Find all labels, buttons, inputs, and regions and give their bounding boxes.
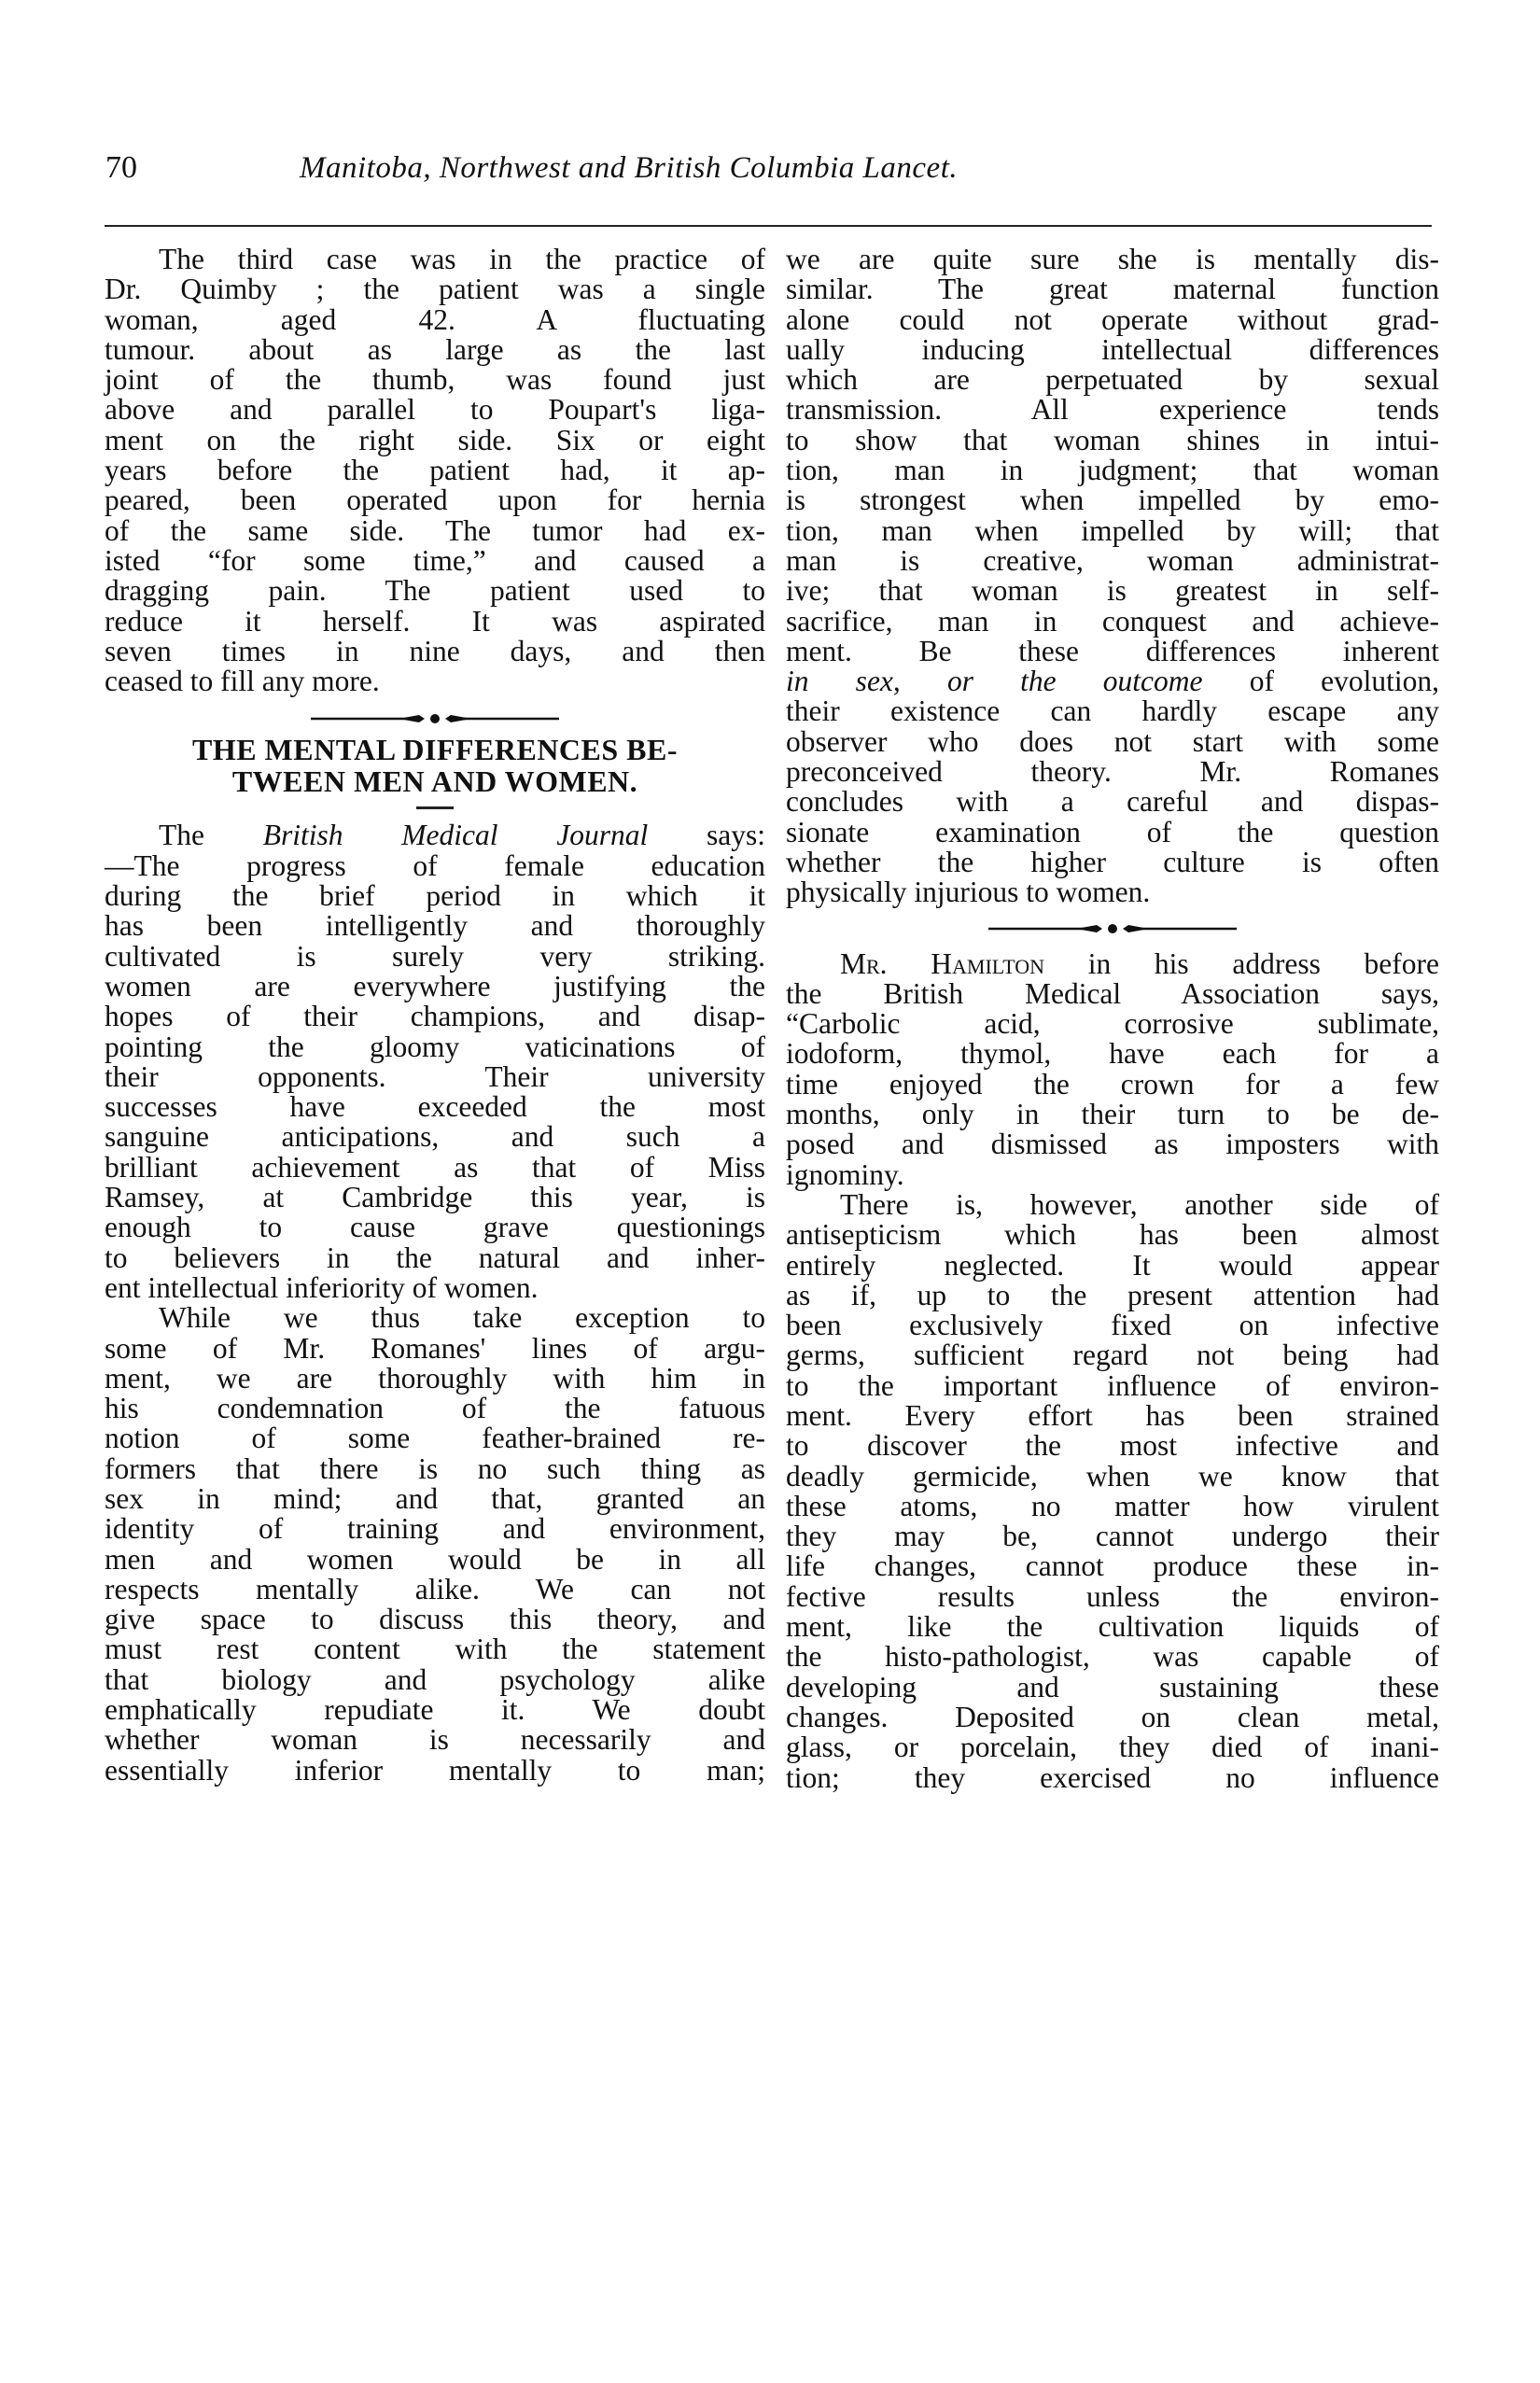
- intro-line: [105, 820, 765, 850]
- body-paragraph-3: [786, 245, 1439, 908]
- text-line: sanguine anticipations, and such a: [105, 1120, 765, 1154]
- text-line: time enjoyed the crown for a few: [786, 1067, 1439, 1100]
- text-line: ceased to fill any more.: [105, 665, 380, 698]
- text-line: tion, man when impelled by will; that: [786, 513, 1439, 547]
- text-line: is strongest when impelled by emo-: [786, 484, 1439, 517]
- text-line: whether woman is necessarily and: [105, 1723, 765, 1757]
- text-line: antisepticism which has been almost: [786, 1218, 1439, 1252]
- text-line: identity of training and environment,: [105, 1512, 765, 1546]
- text-line: ive; that woman is greatest in self-: [786, 574, 1439, 608]
- text-line: these atoms, no matter how virulent: [786, 1489, 1439, 1522]
- text-line: iodoform, thymol, have each for a: [786, 1037, 1439, 1071]
- speaker-name: Mr. Hamilton: [840, 946, 1045, 980]
- text-line: transmission. All experience tends: [786, 393, 1439, 427]
- text-fragment: of evolution,: [1202, 665, 1439, 698]
- right-column: [786, 245, 1439, 1793]
- text-line: months, only in their turn to be de-: [786, 1098, 1439, 1131]
- text-line: posed and dismissed as imposters with: [786, 1128, 1439, 1161]
- text-line: the histo-pathologist, was capable of: [786, 1640, 1439, 1674]
- text-line: ment on the right side. Six or eight: [105, 423, 765, 456]
- header-rule: [105, 225, 1432, 227]
- text-line: tion, man in judgment; that woman: [786, 454, 1439, 487]
- section-divider-ornament: [309, 709, 561, 728]
- text-line: sionate examination of the question: [786, 815, 1439, 848]
- text-line: to show that woman shines in intui-: [786, 423, 1439, 456]
- intro-prefix: The: [159, 819, 263, 852]
- text-line: respects mentally alike. We can not: [105, 1572, 765, 1605]
- text-line: Ramsey, at Cambridge this year, is: [105, 1181, 765, 1214]
- text-line: ment, like the cultivation liquids of: [786, 1610, 1439, 1644]
- case-report-paragraph: [105, 245, 765, 696]
- text-line: cultivated is surely very striking.: [105, 939, 765, 973]
- left-column: [105, 245, 765, 1786]
- text-line: —The progress of female education: [105, 848, 765, 882]
- text-line: that biology and psychology alike: [105, 1662, 765, 1696]
- text-line: observer who does not start with some: [786, 724, 1439, 758]
- text-line: above and parallel to Poupart's liga-: [105, 393, 765, 427]
- text-line: has been intelligently and thoroughly: [105, 909, 765, 943]
- text-line: ent intellectual inferiority of women.: [105, 1270, 539, 1304]
- heading-line: THE MENTAL DIFFERENCES BE-: [191, 733, 679, 767]
- text-line: glass, or porcelain, they died of inani-: [786, 1731, 1439, 1764]
- text-line: developing and sustaining these: [786, 1670, 1439, 1703]
- text-line: to believers in the natural and inher-: [105, 1241, 765, 1274]
- heading-line: TWEEN MEN AND WOMEN.: [231, 764, 638, 799]
- text-line: been exclusively fixed on infective: [786, 1309, 1439, 1342]
- text-line: to the important influence of environ-: [786, 1368, 1439, 1402]
- text-line: the British Medical Association says,: [786, 976, 1439, 1010]
- text-line: some of Mr. Romanes' lines of argu-: [105, 1331, 765, 1365]
- body-paragraph-4: [786, 976, 1439, 1191]
- text-line: we are quite sure she is mentally dis-: [786, 243, 1439, 275]
- text-line: reduce it herself. It was aspirated: [105, 604, 765, 638]
- text-line: ment. Every effort has been strained: [786, 1398, 1439, 1432]
- text-line: “Carbolic acid, corrosive sublimate,: [786, 1007, 1439, 1041]
- text-line: similar. The great maternal function: [786, 273, 1439, 306]
- text-line: their existence can hardly escape any: [786, 694, 1439, 728]
- text-line: men and women would be in all: [105, 1542, 765, 1576]
- intro-suffix: says:: [648, 819, 765, 852]
- text-line: man is creative, woman administrat-: [786, 543, 1439, 577]
- text-line: which are perpetuated by sexual: [786, 363, 1439, 397]
- text-line: sex in mind; and that, granted an: [105, 1481, 765, 1515]
- text-line: brilliant achievement as that of Miss: [105, 1150, 765, 1184]
- text-line: pointing the gloomy vaticinations of: [105, 1030, 765, 1063]
- text-line: enough to cause grave questionings: [105, 1211, 765, 1244]
- page-number: 70: [105, 150, 137, 185]
- hamilton-intro-line: [786, 946, 1439, 980]
- text-line: physically injurious to women.: [786, 876, 1151, 909]
- heading-short-rule: [416, 806, 454, 809]
- text-line: during the brief period in which it: [105, 879, 765, 913]
- text-line: While we thus take exception to: [159, 1301, 765, 1335]
- text-line: must rest content with the statement: [105, 1633, 765, 1666]
- article-heading: [105, 734, 765, 797]
- text-line: successes have exceeded the most: [105, 1090, 765, 1124]
- text-line: his condemnation of the fatuous: [105, 1392, 765, 1425]
- text-fragment: in his address before: [1044, 946, 1439, 980]
- text-line: their opponents. Their university: [105, 1059, 765, 1093]
- text-line: ually inducing intellectual differences: [786, 332, 1439, 366]
- text-line: ignominy.: [786, 1157, 904, 1191]
- running-head: [105, 149, 1253, 196]
- text-line: tion; they exercised no influence: [786, 1760, 1439, 1794]
- text-line: [786, 666, 1439, 696]
- text-line: preconceived theory. Mr. Romanes: [786, 755, 1439, 789]
- italic-phrase: in sex, or the outcome: [786, 665, 1203, 698]
- text-line: fective results unless the environ-: [786, 1579, 1439, 1613]
- text-line: germs, sufficient regard not being had: [786, 1339, 1439, 1372]
- text-line: emphatically repudiate it. We doubt: [105, 1693, 765, 1727]
- text-line: concludes with a careful and dispas-: [786, 785, 1439, 819]
- text-line: years before the patient had, it ap-: [105, 454, 765, 487]
- text-line: to discover the most infective and: [786, 1429, 1439, 1463]
- body-paragraph-1: [105, 848, 765, 1304]
- text-line: essentially inferior mentally to man;: [105, 1753, 765, 1787]
- source-journal-name: British Medical Journal: [262, 819, 649, 852]
- body-paragraph-2: [105, 1303, 765, 1786]
- text-line: whether the higher culture is often: [786, 845, 1439, 878]
- text-line: women are everywhere justifying the: [105, 969, 765, 1002]
- body-paragraph-5: [786, 1187, 1439, 1794]
- journal-title: Manitoba, Northwest and British Columbia Lancet.: [300, 151, 959, 185]
- text-line: The third case was in the practice of: [159, 243, 765, 275]
- text-line: as if, up to the present attention had: [786, 1278, 1439, 1311]
- text-line: changes. Deposited on clean metal,: [786, 1700, 1439, 1733]
- text-line: entirely neglected. It would appear: [786, 1248, 1439, 1282]
- text-line: isted “for some time,” and caused a: [105, 543, 765, 577]
- text-line: ment. Be these differences inherent: [786, 634, 1439, 667]
- text-line: give space to discuss this theory, and: [105, 1603, 765, 1636]
- text-line: deadly germicide, when we know that: [786, 1459, 1439, 1493]
- text-line: ment, we are thoroughly with him in: [105, 1361, 765, 1395]
- text-line: tumour. about as large as the last: [105, 332, 765, 366]
- text-line: peared, been operated upon for hernia: [105, 484, 765, 517]
- text-line: Dr. Quimby ; the patient was a single: [105, 273, 765, 306]
- text-line: formers that there is no such thing as: [105, 1451, 765, 1485]
- text-line: sacrifice, man in conquest and achieve-: [786, 604, 1439, 638]
- text-line: joint of the thumb, was found just: [105, 363, 765, 397]
- text-line: of the same side. The tumor had ex-: [105, 513, 765, 547]
- text-line: alone could not operate without grad-: [786, 302, 1439, 336]
- text-line: life changes, cannot produce these in-: [786, 1549, 1439, 1583]
- text-line: they may be, cannot undergo their: [786, 1520, 1439, 1553]
- text-line: There is, however, another side of: [840, 1187, 1439, 1221]
- text-line: dragging pain. The patient used to: [105, 574, 765, 608]
- section-divider-ornament: [987, 919, 1239, 938]
- text-line: notion of some feather-brained re-: [105, 1422, 765, 1455]
- text-line: hopes of their champions, and disap-: [105, 1000, 765, 1033]
- text-line: woman, aged 42. A fluctuating: [105, 302, 765, 336]
- text-line: seven times in nine days, and then: [105, 634, 765, 667]
